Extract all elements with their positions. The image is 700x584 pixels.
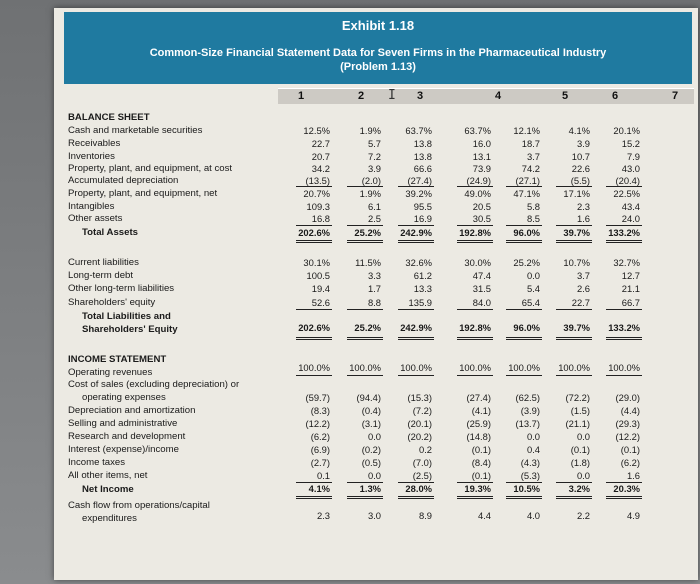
single-rule: [506, 186, 542, 187]
table-cell: 100.0%: [558, 362, 590, 373]
table-cell: 3.9: [367, 163, 381, 174]
table-cell: (4.1): [471, 405, 491, 416]
table-cell: (20.4): [615, 175, 640, 186]
table-cell: 73.9: [472, 163, 491, 174]
table-cell: 20.7: [311, 151, 330, 162]
column-header: 2: [358, 90, 365, 102]
table-cell: 3.7: [526, 151, 540, 162]
table-cell: 0.0: [526, 431, 540, 442]
table-cell: (0.4): [361, 405, 381, 416]
table-cell: 7.2: [367, 151, 381, 162]
double-rule: [556, 337, 592, 340]
column-header-strip: [278, 88, 694, 104]
single-rule: [556, 375, 592, 376]
table-cell: 22.7: [311, 138, 330, 149]
table-cell: 39.2%: [405, 188, 432, 199]
table-cell: (5.5): [570, 175, 590, 186]
row-label: Cost of sales (excluding depreciation) or: [68, 379, 240, 390]
single-rule: [457, 309, 493, 310]
table-cell: 2.2: [576, 510, 590, 521]
table-cell: 32.6%: [405, 257, 432, 268]
table-cell: 43.4: [621, 201, 640, 212]
single-rule: [457, 225, 493, 226]
table-cell: 20.5: [472, 201, 491, 212]
table-cell: 20.1%: [613, 125, 640, 136]
table-cell: 84.0: [472, 297, 491, 308]
table-cell: 0.0: [526, 270, 540, 281]
table-cell: 30.0%: [464, 257, 491, 268]
table-cell: (21.1): [565, 418, 590, 429]
single-rule: [296, 186, 332, 187]
document-page: [54, 8, 698, 580]
table-cell: 12.1%: [513, 125, 540, 136]
row-label: expenditures: [82, 513, 137, 524]
table-cell: 31.5: [472, 283, 491, 294]
table-cell: 52.6: [311, 297, 330, 308]
table-cell: (0.1): [570, 444, 590, 455]
table-cell: 2.3: [576, 201, 590, 212]
table-cell: 8.5: [526, 213, 540, 224]
column-header: 5: [562, 90, 569, 102]
section-heading: BALANCE SHEET: [68, 112, 150, 123]
table-cell: 0.1: [316, 470, 330, 481]
table-cell: 25.2%: [354, 227, 381, 238]
double-rule: [457, 496, 493, 499]
table-cell: 13.3: [413, 283, 432, 294]
table-cell: 133.2%: [608, 322, 640, 333]
table-cell: (0.1): [471, 444, 491, 455]
single-rule: [398, 225, 434, 226]
double-rule: [398, 240, 434, 243]
table-cell: 20.3%: [613, 483, 640, 494]
table-cell: 22.7: [571, 297, 590, 308]
table-cell: 0.0: [576, 470, 590, 481]
table-cell: 43.0: [621, 163, 640, 174]
table-cell: (4.4): [620, 405, 640, 416]
table-cell: 4.4: [477, 510, 491, 521]
column-header: 6: [612, 90, 619, 102]
table-cell: 24.0: [621, 213, 640, 224]
double-rule: [606, 496, 642, 499]
table-cell: 95.5: [413, 201, 432, 212]
table-cell: 2.3: [316, 510, 330, 521]
table-cell: (0.2): [361, 444, 381, 455]
table-cell: 202.6%: [298, 227, 330, 238]
double-rule: [347, 240, 383, 243]
table-cell: 18.7: [521, 138, 540, 149]
table-cell: 66.6: [413, 163, 432, 174]
single-rule: [398, 309, 434, 310]
table-cell: 65.4: [521, 297, 540, 308]
table-cell: 22.5%: [613, 188, 640, 199]
table-cell: 0.0: [367, 470, 381, 481]
double-rule: [457, 337, 493, 340]
table-cell: 100.0%: [298, 362, 330, 373]
table-cell: 242.9%: [400, 322, 432, 333]
table-cell: (25.9): [466, 418, 491, 429]
table-cell: 16.0: [472, 138, 491, 149]
table-cell: 100.0%: [608, 362, 640, 373]
table-cell: (2.7): [310, 457, 330, 468]
row-label: Shareholders' equity: [68, 297, 156, 308]
single-rule: [606, 309, 642, 310]
single-rule: [506, 225, 542, 226]
table-cell: 13.1: [472, 151, 491, 162]
column-header: 7: [672, 90, 679, 102]
single-rule: [347, 225, 383, 226]
table-cell: 5.7: [367, 138, 381, 149]
table-cell: 192.8%: [459, 227, 491, 238]
table-cell: 39.7%: [563, 322, 590, 333]
table-cell: 17.1%: [563, 188, 590, 199]
table-cell: (12.2): [615, 431, 640, 442]
row-label: Selling and administrative: [68, 418, 178, 429]
table-cell: 0.2: [418, 444, 432, 455]
row-label: Net Income: [82, 484, 134, 495]
column-header: 1: [298, 90, 305, 102]
single-rule: [457, 186, 493, 187]
table-cell: (8.3): [310, 405, 330, 416]
table-cell: (0.5): [361, 457, 381, 468]
table-cell: 12.7: [621, 270, 640, 281]
single-rule: [556, 186, 592, 187]
table-cell: 100.5: [306, 270, 330, 281]
table-cell: 3.2%: [568, 483, 590, 494]
single-rule: [398, 375, 434, 376]
single-rule: [506, 375, 542, 376]
single-rule: [506, 309, 542, 310]
table-cell: (6.9): [310, 444, 330, 455]
table-cell: 100.0%: [400, 362, 432, 373]
table-cell: 13.8: [413, 151, 432, 162]
double-rule: [296, 337, 332, 340]
table-cell: (3.1): [361, 418, 381, 429]
double-rule: [556, 240, 592, 243]
table-cell: 8.8: [367, 297, 381, 308]
table-cell: (1.8): [570, 457, 590, 468]
subtitle-line-2: (Problem 1.13): [340, 61, 416, 73]
table-cell: 12.5%: [303, 125, 330, 136]
table-cell: 4.1%: [308, 483, 330, 494]
table-cell: (27.1): [515, 175, 540, 186]
column-header: 4: [495, 90, 502, 102]
single-rule: [296, 375, 332, 376]
table-cell: 1.6: [626, 470, 640, 481]
table-cell: (20.1): [407, 418, 432, 429]
table-cell: (62.5): [515, 392, 540, 403]
table-cell: 11.5%: [355, 257, 381, 268]
single-rule: [296, 309, 332, 310]
double-rule: [606, 337, 642, 340]
row-label: Accumulated depreciation: [68, 175, 179, 186]
table-cell: 49.0%: [464, 188, 491, 199]
table-cell: 3.9: [576, 138, 590, 149]
table-cell: 5.8: [526, 201, 540, 212]
table-cell: 10.7: [571, 151, 590, 162]
table-cell: 109.3: [306, 201, 330, 212]
table-cell: 39.7%: [563, 227, 590, 238]
row-label: Total Liabilities and: [82, 311, 171, 322]
table-cell: 192.8%: [459, 322, 491, 333]
column-header: 3: [417, 90, 424, 102]
table-cell: 32.7%: [613, 257, 640, 268]
table-cell: (29.0): [615, 392, 640, 403]
single-rule: [296, 225, 332, 226]
table-cell: 0.4: [526, 444, 540, 455]
table-cell: (24.9): [466, 175, 491, 186]
table-cell: 4.0: [526, 510, 540, 521]
table-cell: 242.9%: [400, 227, 432, 238]
table-cell: 6.1: [367, 201, 381, 212]
table-cell: (6.2): [620, 457, 640, 468]
double-rule: [506, 337, 542, 340]
table-cell: 133.2%: [608, 227, 640, 238]
table-cell: 2.6: [576, 283, 590, 294]
exhibit-title: Exhibit 1.18: [341, 18, 415, 33]
table-cell: 3.7: [576, 270, 590, 281]
table-cell: 0.0: [367, 431, 381, 442]
table-cell: 3.0: [367, 510, 381, 521]
table-cell: (5.3): [520, 470, 540, 481]
table-cell: 1.9%: [359, 188, 381, 199]
table-cell: 61.2: [413, 270, 432, 281]
table-cell: 63.7%: [405, 125, 432, 136]
table-cell: 20.7%: [303, 188, 330, 199]
table-cell: 25.2%: [354, 322, 381, 333]
table-cell: 28.0%: [405, 483, 432, 494]
table-cell: 1.7: [367, 283, 381, 294]
exhibit-subtitle: [64, 46, 692, 74]
row-label: Cash and marketable securities: [68, 125, 203, 136]
table-cell: 1.3%: [359, 483, 381, 494]
row-label: Research and development: [68, 431, 186, 442]
table-cell: (4.3): [520, 457, 540, 468]
table-cell: (27.4): [407, 175, 432, 186]
table-cell: 74.2: [521, 163, 540, 174]
single-rule: [347, 375, 383, 376]
table-cell: (2.5): [412, 470, 432, 481]
table-cell: 47.4: [472, 270, 491, 281]
table-cell: (20.2): [407, 431, 432, 442]
table-cell: 30.5: [472, 213, 491, 224]
table-cell: 202.6%: [298, 322, 330, 333]
double-rule: [506, 496, 542, 499]
table-cell: 66.7: [621, 297, 640, 308]
table-cell: (7.2): [412, 405, 432, 416]
table-cell: (7.0): [412, 457, 432, 468]
table-cell: 7.9: [626, 151, 640, 162]
single-rule: [457, 375, 493, 376]
table-cell: 100.0%: [349, 362, 381, 373]
table-cell: 16.9: [413, 213, 432, 224]
single-rule: [606, 186, 642, 187]
table-cell: 63.7%: [464, 125, 491, 136]
table-cell: (1.5): [570, 405, 590, 416]
table-cell: 15.2: [621, 138, 640, 149]
double-rule: [506, 240, 542, 243]
single-rule: [556, 309, 592, 310]
table-cell: (12.2): [305, 418, 330, 429]
table-cell: 10.5%: [513, 483, 540, 494]
table-cell: (29.3): [615, 418, 640, 429]
table-cell: 4.9: [626, 510, 640, 521]
table-cell: (27.4): [466, 392, 491, 403]
table-cell: 96.0%: [513, 322, 540, 333]
double-rule: [347, 496, 383, 499]
table-cell: 96.0%: [513, 227, 540, 238]
double-rule: [398, 337, 434, 340]
row-label: Operating revenues: [68, 367, 153, 378]
single-rule: [398, 186, 434, 187]
row-label: Cash flow from operations/capital: [68, 500, 210, 511]
table-cell: (15.3): [407, 392, 432, 403]
double-rule: [296, 496, 332, 499]
table-cell: 8.9: [418, 510, 432, 521]
table-cell: 34.2: [311, 163, 330, 174]
table-cell: 135.9: [408, 297, 432, 308]
table-cell: 0.0: [576, 431, 590, 442]
row-label: All other items, net: [68, 470, 148, 481]
row-label: Inventories: [68, 151, 115, 162]
section-heading: INCOME STATEMENT: [68, 354, 167, 365]
table-cell: 1.6: [576, 213, 590, 224]
double-rule: [457, 240, 493, 243]
table-cell: 25.2%: [513, 257, 540, 268]
table-cell: 100.0%: [508, 362, 540, 373]
row-label: Current liabilities: [68, 257, 139, 268]
table-cell: (6.2): [310, 431, 330, 442]
table-cell: 22.6: [571, 163, 590, 174]
row-label: Income taxes: [68, 457, 126, 468]
double-rule: [606, 240, 642, 243]
table-cell: (94.4): [356, 392, 381, 403]
row-label: Property, plant, and equipment, net: [68, 188, 218, 199]
table-cell: (14.8): [466, 431, 491, 442]
single-rule: [347, 186, 383, 187]
row-label: Intangibles: [68, 201, 115, 212]
table-cell: 100.0%: [459, 362, 491, 373]
double-rule: [398, 496, 434, 499]
table-cell: (0.1): [471, 470, 491, 481]
subtitle-line-1: Common-Size Financial Statement Data for Seven Firms in the Pharmaceutical Industry: [149, 47, 607, 59]
row-label: Receivables: [68, 138, 121, 149]
table-cell: 4.1%: [568, 125, 590, 136]
single-rule: [606, 225, 642, 226]
row-label: Property, plant, and equipment, at cost: [68, 163, 233, 174]
table-cell: 19.4: [311, 283, 330, 294]
table-cell: 1.9%: [359, 125, 381, 136]
table-cell: (3.9): [520, 405, 540, 416]
single-rule: [606, 375, 642, 376]
row-label: Shareholders' Equity: [82, 324, 178, 335]
table-cell: (13.7): [515, 418, 540, 429]
single-rule: [347, 309, 383, 310]
table-cell: (59.7): [305, 392, 330, 403]
row-label: Long-term debt: [68, 270, 134, 281]
table-cell: 10.7%: [563, 257, 590, 268]
row-label: Interest (expense)/income: [68, 444, 179, 455]
double-rule: [296, 240, 332, 243]
table-cell: (72.2): [565, 392, 590, 403]
table-cell: 30.1%: [303, 257, 330, 268]
table-cell: (13.5): [305, 175, 330, 186]
double-rule: [556, 496, 592, 499]
row-label: Other assets: [68, 213, 123, 224]
row-label: Total Assets: [82, 227, 138, 238]
table-cell: (0.1): [620, 444, 640, 455]
table-cell: 3.3: [367, 270, 381, 281]
title-banner: [64, 12, 692, 84]
table-cell: 47.1%: [513, 188, 540, 199]
row-label: Depreciation and amortization: [68, 405, 196, 416]
row-label: operating expenses: [82, 392, 166, 403]
single-rule: [556, 225, 592, 226]
table-cell: (8.4): [471, 457, 491, 468]
table-cell: 21.1: [621, 283, 640, 294]
table-cell: 16.8: [311, 213, 330, 224]
table-cell: 19.3%: [464, 483, 491, 494]
text-cursor-icon: I: [388, 88, 396, 103]
table-cell: 13.8: [413, 138, 432, 149]
table-cell: 2.5: [367, 213, 381, 224]
table-cell: 5.4: [526, 283, 540, 294]
double-rule: [347, 337, 383, 340]
row-label: Other long-term liabilities: [68, 283, 175, 294]
table-cell: (2.0): [361, 175, 381, 186]
